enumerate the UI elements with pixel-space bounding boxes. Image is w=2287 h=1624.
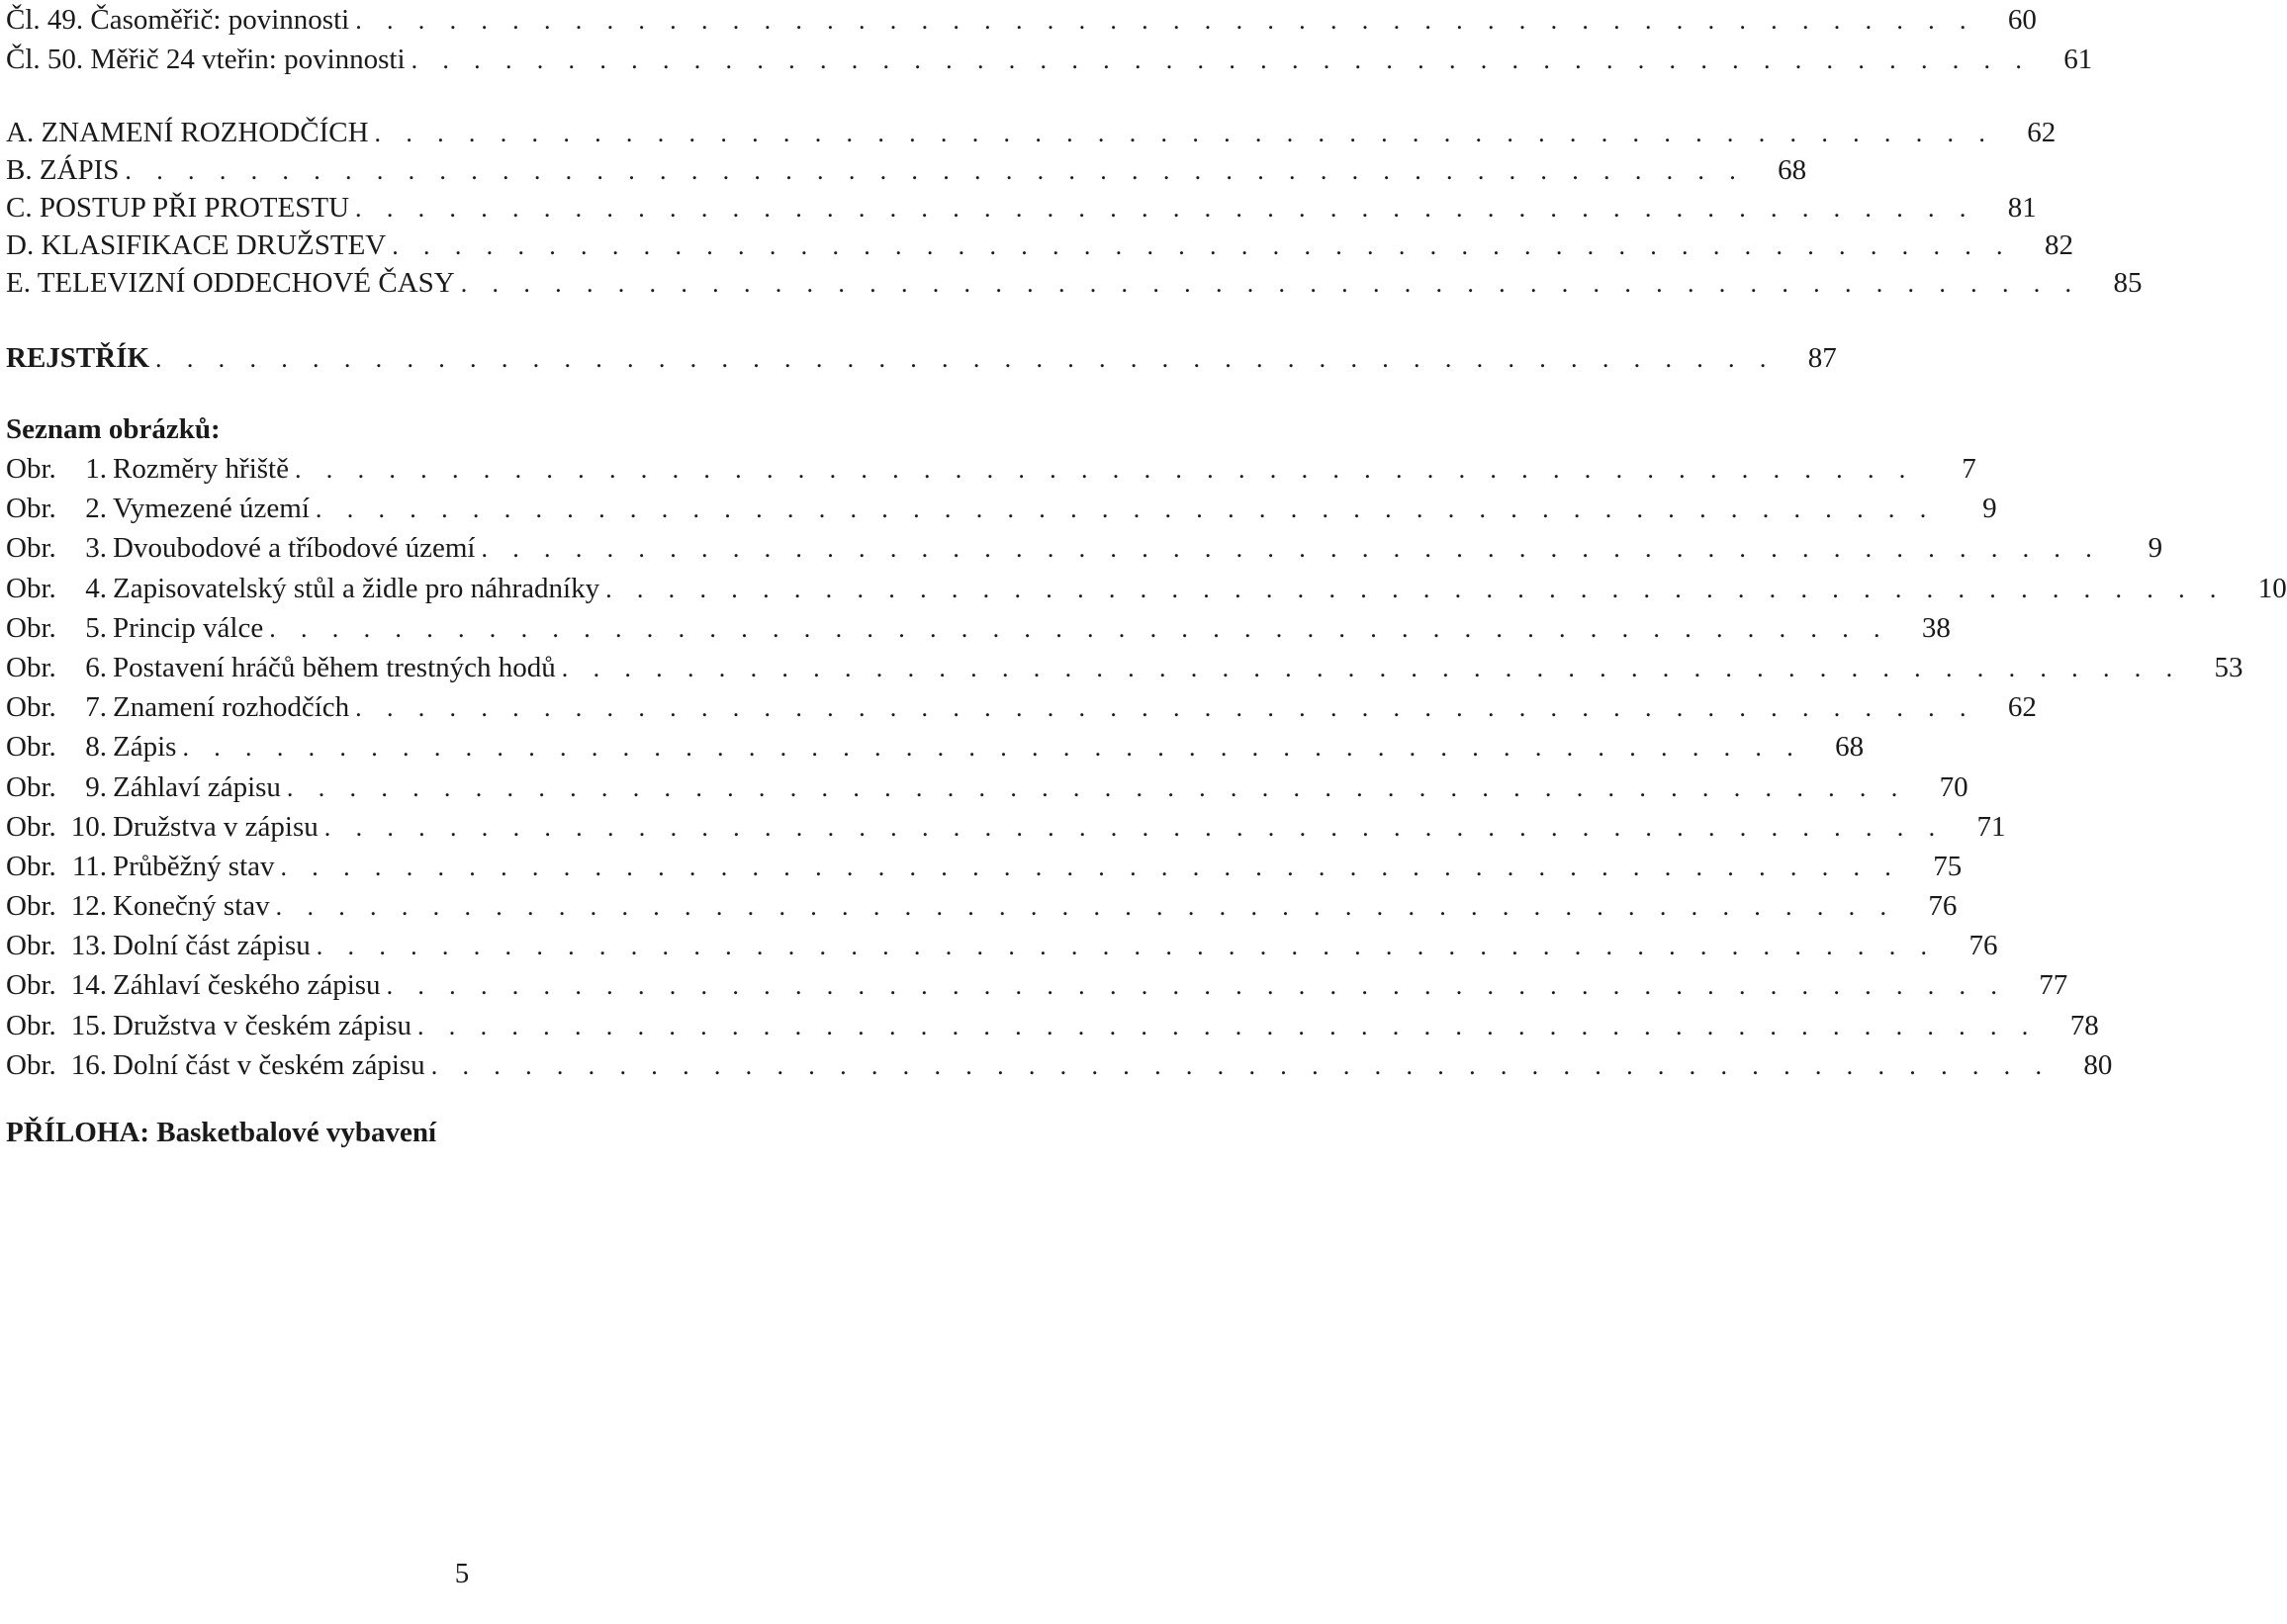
figure-prefix: Obr. — [6, 1009, 56, 1041]
figure-index: 1. — [85, 453, 107, 485]
figure-number — [6, 528, 113, 568]
toc-entry-label: Čl. 49. Časoměřič: povinnosti — [6, 4, 350, 36]
figure-entry-label — [6, 1006, 417, 1045]
toc-entry-label: A. ZNAMENÍ ROZHODČÍCH — [6, 117, 369, 148]
figure-entry-label — [6, 886, 276, 926]
figure-title: Průběžný stav — [113, 850, 275, 882]
toc-entry — [6, 114, 2057, 151]
figure-entry-label — [6, 687, 355, 727]
figure-entry-page: 78 — [2069, 1009, 2099, 1041]
dot-leader: . . . . . . . . . . . . . . . . . . . . . . . . . . . . . . . . . . . . . . . . . . . . . . . . . . . . — [316, 932, 1937, 961]
figure-entry-label — [6, 847, 281, 886]
figure-entry — [6, 965, 2068, 1005]
toc-entry-label: REJSTŘÍK — [6, 342, 150, 374]
dot-leader: . . . . . . . . . . . . . . . . . . . . . . . . . . . . . . . . . . . . . . . . . . . . . . . . . . . . — [416, 1011, 2038, 1040]
figure-title: Konečný stav — [113, 890, 270, 923]
figure-number — [6, 449, 113, 489]
dot-leader: . . . . . . . . . . . . . . . . . . . . . . . . . . . . . . . . . . . . . . . . . . . . . . . . . . . . — [355, 194, 1975, 223]
toc-group-annexes — [6, 114, 2143, 302]
appendix-heading: PŘÍLOHA: Basketbalové vybavení — [6, 1117, 437, 1148]
toc-group-articles — [6, 0, 2093, 79]
figure-entry-page: 76 — [1928, 890, 1958, 923]
figure-title: Záhlaví zápisu — [113, 770, 281, 803]
figure-entry — [6, 767, 1968, 807]
figure-entry — [6, 489, 1997, 528]
figure-prefix: Obr. — [6, 930, 56, 962]
figure-prefix: Obr. — [6, 611, 56, 644]
figure-entry-label — [6, 1045, 431, 1085]
figure-entry-page: 70 — [1939, 770, 1968, 803]
dot-leader: . . . . . . . . . . . . . . . . . . . . . . . . . . . . . . . . . . . . . . . . . . . . . . . . . . . . — [411, 45, 2032, 74]
dot-leader: . . . . . . . . . . . . . . . . . . . . . . . . . . . . . . . . . . . . . . . . . . . . . . . . . . . . — [269, 613, 1889, 643]
dot-leader: . . . . . . . . . . . . . . . . . . . . . . . . . . . . . . . . . . . . . . . . . . . . . . . . . . . . — [294, 455, 1915, 484]
figure-entry-label — [6, 767, 287, 807]
figure-entry-label — [6, 926, 317, 965]
toc-entry-label: E. TELEVIZNÍ ODDECHOVÉ ČASY — [6, 267, 455, 299]
toc-entry — [6, 40, 2093, 79]
figure-index: 8. — [85, 731, 107, 764]
figure-entry — [6, 648, 2243, 687]
figure-title: Záhlaví českého zápisu — [113, 969, 381, 1002]
figure-entry-page: 9 — [1982, 493, 1997, 525]
dot-leader: . . . . . . . . . . . . . . . . . . . . . . . . . . . . . . . . . . . . . . . . . . . . . . . . . . . . — [481, 534, 2102, 564]
figure-number — [6, 767, 113, 807]
figure-title: Rozměry hřiště — [113, 453, 289, 485]
figure-title: Dolní část v českém zápisu — [113, 1048, 425, 1081]
toc-entry-label: B. ZÁPIS — [6, 154, 120, 186]
figure-entry-label — [6, 528, 481, 568]
figure-index: 7. — [85, 691, 107, 724]
figure-index: 13. — [70, 930, 107, 962]
figure-index: 16. — [70, 1048, 107, 1081]
figure-entry-page: 10 — [2257, 572, 2287, 604]
figure-index: 11. — [71, 850, 107, 882]
figure-entry-page: 68 — [1835, 731, 1865, 764]
figure-index: 10. — [70, 810, 107, 843]
figure-entry — [6, 926, 1998, 965]
figure-index: 3. — [85, 532, 107, 565]
figure-prefix: Obr. — [6, 651, 56, 683]
toc-entry-page: 81 — [2007, 192, 2037, 224]
figure-entry — [6, 886, 1958, 926]
dot-leader: . . . . . . . . . . . . . . . . . . . . . . . . . . . . . . . . . . . . . . . . . . . . . . . . . . . . — [280, 852, 1901, 881]
figure-index: 15. — [70, 1009, 107, 1041]
figure-prefix: Obr. — [6, 890, 56, 923]
toc-entry-label: C. POSTUP PŘI PROTESTU — [6, 192, 350, 224]
dot-leader: . . . . . . . . . . . . . . . . . . . . . . . . . . . . . . . . . . . . . . . . . . . . . . . . . . . . — [430, 1050, 2052, 1080]
figure-index: 6. — [85, 651, 107, 683]
figure-entry-label — [6, 727, 182, 767]
figure-title: Dolní část zápisu — [113, 930, 311, 962]
figures-heading: Seznam obrázků: — [6, 413, 221, 445]
figure-number — [6, 569, 113, 608]
figure-entry-label — [6, 807, 324, 847]
toc-entry-page: 68 — [1778, 154, 1807, 186]
toc-entry-page: 60 — [2007, 4, 2037, 36]
figure-rows — [6, 449, 2287, 1085]
figure-number — [6, 687, 113, 727]
figure-entry-page: 53 — [2214, 651, 2243, 683]
figure-prefix: Obr. — [6, 453, 56, 485]
figure-title: Princip válce — [113, 611, 264, 644]
figure-entry-page: 75 — [1933, 850, 1963, 882]
figure-title: Družstva v českém zápisu — [113, 1009, 412, 1041]
figure-entry-page: 71 — [1976, 810, 2006, 843]
figure-number — [6, 965, 113, 1005]
toc-entry — [6, 151, 1807, 189]
figure-prefix: Obr. — [6, 810, 56, 843]
figure-title: Dvoubodové a tříbodové území — [113, 532, 476, 565]
figure-prefix: Obr. — [6, 493, 56, 525]
figure-entry — [6, 1045, 2113, 1085]
figure-prefix: Obr. — [6, 969, 56, 1002]
figure-entry — [6, 1006, 2099, 1045]
figure-entry — [6, 687, 2037, 727]
figure-entry — [6, 608, 1951, 648]
figure-number — [6, 847, 113, 886]
figure-entry — [6, 569, 2287, 608]
figure-entry-page: 38 — [1921, 611, 1951, 644]
figure-index: 2. — [85, 493, 107, 525]
figure-entry-page: 76 — [1968, 930, 1998, 962]
dot-leader: . . . . . . . . . . . . . . . . . . . . . . . . . . . . . . . . . . . . . . . . . . . . . . . . . . . . — [605, 574, 2226, 603]
figure-title: Zápis — [113, 731, 177, 764]
figure-entry-label — [6, 648, 562, 687]
toc-entry-page: 61 — [2063, 44, 2093, 75]
figure-number — [6, 926, 113, 965]
figure-number — [6, 727, 113, 767]
figure-index: 5. — [85, 611, 107, 644]
dot-leader: . . . . . . . . . . . . . . . . . . . . . . . . . . . . . . . . . . . . . . . . . . . . . . . . . . . . — [561, 653, 2182, 682]
figure-title: Družstva v zápisu — [113, 810, 319, 843]
figure-number — [6, 648, 113, 687]
dot-leader: . . . . . . . . . . . . . . . . . . . . . . . . . . . . . . . . . . . . . . . . . . . . . . . . . . . . — [386, 971, 2007, 1001]
figure-title: Vymezené území — [113, 493, 310, 525]
figure-entry — [6, 807, 2006, 847]
figure-entry-page: 7 — [1962, 453, 1976, 485]
figure-entry-label — [6, 965, 387, 1005]
figure-entry-page: 62 — [2007, 691, 2037, 724]
toc-entry — [6, 0, 2037, 40]
dot-leader: . . . . . . . . . . . . . . . . . . . . . . . . . . . . . . . . . . . . . . . . . . . . . . . . . . . . — [315, 495, 1936, 524]
figure-number — [6, 807, 113, 847]
dot-leader: . . . . . . . . . . . . . . . . . . . . . . . . . . . . . . . . . . . . . . . . . . . . . . . . . . . . — [286, 772, 1907, 802]
figure-entry-label — [6, 489, 316, 528]
figure-entry-page: 77 — [2039, 969, 2068, 1002]
figure-entry-label — [6, 449, 295, 489]
toc-entry-page: 85 — [2113, 267, 2143, 299]
dot-leader: . . . . . . . . . . . . . . . . . . . . . . . . . . . . . . . . . . . . . . . . . . . . . . . . . . . . — [155, 344, 1776, 373]
figure-prefix: Obr. — [6, 572, 56, 604]
figure-entry-label — [6, 608, 269, 648]
figure-entry — [6, 847, 1963, 886]
figure-prefix: Obr. — [6, 691, 56, 724]
toc-group-index — [6, 338, 1837, 378]
figure-number — [6, 489, 113, 528]
dot-leader: . . . . . . . . . . . . . . . . . . . . . . . . . . . . . . . . . . . . . . . . . . . . . . . . . . . . — [355, 6, 1975, 35]
figure-index: 12. — [70, 890, 107, 923]
dot-leader: . . . . . . . . . . . . . . . . . . . . . . . . . . . . . . . . . . . . . . . . . . . . . . . . . . . . — [275, 892, 1896, 922]
toc-entry-page: 87 — [1807, 342, 1837, 374]
figure-prefix: Obr. — [6, 770, 56, 803]
toc-entry — [6, 338, 1837, 378]
toc-entry-label: Čl. 50. Měřič 24 vteřin: povinnosti — [6, 44, 406, 75]
figure-index: 9. — [85, 770, 107, 803]
figure-entry — [6, 528, 2163, 568]
figure-title: Znamení rozhodčích — [113, 691, 350, 724]
dot-leader: . . . . . . . . . . . . . . . . . . . . . . . . . . . . . . . . . . . . . . . . . . . . . . . . . . . . — [323, 812, 1945, 842]
figure-entry-label — [6, 569, 605, 608]
figure-prefix: Obr. — [6, 532, 56, 565]
figures-list — [6, 409, 2287, 1085]
figure-entry — [6, 727, 1865, 767]
figure-number — [6, 608, 113, 648]
dot-leader: . . . . . . . . . . . . . . . . . . . . . . . . . . . . . . . . . . . . . . . . . . . . . . . . . . . . — [355, 693, 1975, 723]
figure-entry — [6, 449, 1976, 489]
figure-index: 4. — [85, 572, 107, 604]
figure-entry-page: 9 — [2148, 532, 2163, 565]
page-number: 5 — [454, 1558, 470, 1589]
figure-prefix: Obr. — [6, 850, 56, 882]
dot-leader: . . . . . . . . . . . . . . . . . . . . . . . . . . . . . . . . . . . . . . . . . . . . . . . . . . . . — [460, 269, 2081, 298]
toc-entry — [6, 264, 2143, 302]
figure-title: Postavení hráčů během trestných hodů — [113, 651, 556, 683]
figure-number — [6, 1045, 113, 1085]
figure-prefix: Obr. — [6, 731, 56, 764]
toc-entry-page: 62 — [2027, 117, 2057, 148]
figure-number — [6, 886, 113, 926]
figure-entry-page: 80 — [2083, 1048, 2113, 1081]
figure-number — [6, 1006, 113, 1045]
dot-leader: . . . . . . . . . . . . . . . . . . . . . . . . . . . . . . . . . . . . . . . . . . . . . . . . . . . . — [182, 733, 1803, 763]
figure-index: 14. — [70, 969, 107, 1002]
figure-title: Zapisovatelský stůl a židle pro náhradníky — [113, 572, 600, 604]
dot-leader: . . . . . . . . . . . . . . . . . . . . . . . . . . . . . . . . . . . . . . . . . . . . . . . . . . . . — [125, 156, 1746, 185]
toc-entry-label: D. KLASIFIKACE DRUŽSTEV — [6, 229, 387, 261]
figure-prefix: Obr. — [6, 1048, 56, 1081]
toc-entry — [6, 189, 2037, 226]
dot-leader: . . . . . . . . . . . . . . . . . . . . . . . . . . . . . . . . . . . . . . . . . . . . . . . . . . . . — [392, 231, 2012, 260]
toc-entry — [6, 226, 2073, 264]
toc-entry-page: 82 — [2044, 229, 2073, 261]
dot-leader: . . . . . . . . . . . . . . . . . . . . . . . . . . . . . . . . . . . . . . . . . . . . . . . . . . . . — [374, 119, 1995, 147]
